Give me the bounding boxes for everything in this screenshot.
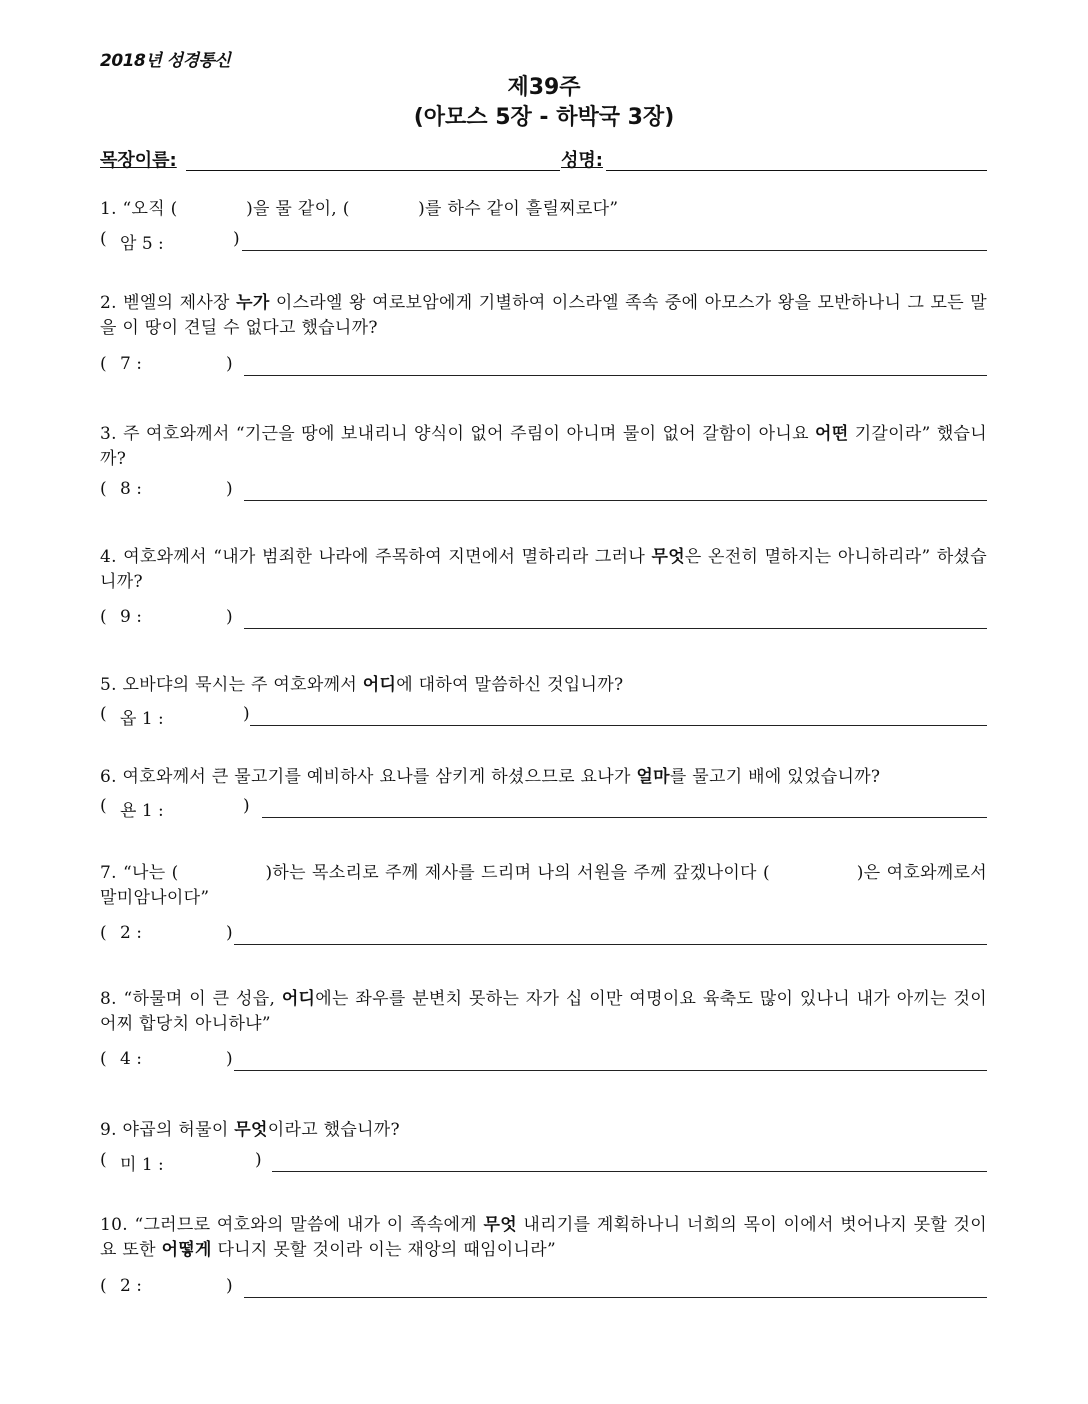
question-number: 4. (100, 547, 117, 567)
ref-book-chapter: 9 : (120, 607, 142, 627)
newsletter-label: 2018년 성경통신 (100, 51, 231, 71)
question-keyword: 무엇 (483, 1215, 517, 1235)
name-label: 성명: (561, 150, 603, 171)
answer-line[interactable] (234, 1070, 987, 1071)
question-text: 이라고 했습니까? (267, 1120, 400, 1140)
question-text: )하는 목소리로 주께 제사를 드리며 나의 서원을 주께 갚겠나이다 ( (265, 863, 770, 883)
ref-open-paren: ( (100, 354, 107, 374)
ref-close-paren: ) (243, 796, 250, 816)
question-number: 9. (100, 1120, 117, 1140)
ref-open-paren: ( (100, 229, 107, 249)
question-3 (100, 422, 987, 472)
question-number: 1. (100, 199, 117, 219)
question-keyword: 얼마 (636, 767, 670, 787)
ref-close-paren: ) (226, 479, 233, 499)
question-text: 를 물고기 배에 있었습니까? (669, 767, 881, 787)
form-header (100, 146, 987, 174)
question-text: 벧엘의 제사장 (123, 293, 237, 313)
ref-open-paren: ( (100, 479, 107, 499)
answer-row-10 (100, 1276, 987, 1302)
answer-line[interactable] (242, 250, 987, 251)
question-1 (100, 197, 987, 222)
answer-line[interactable] (272, 1171, 987, 1172)
question-number: 3. (100, 424, 117, 444)
question-text: 은 온전히 멸하지는 아니하리라” 하셨습니까? (100, 547, 987, 592)
question-text (178, 199, 246, 219)
ref-close-paren: ) (233, 229, 240, 249)
question-text: 여호와께서 “내가 범죄한 나라에 주목하여 지면에서 멸하리라 그러나 (123, 547, 652, 567)
question-number: 5. (100, 675, 117, 695)
answer-row-2 (100, 354, 987, 380)
ref-book-chapter: 8 : (120, 479, 142, 499)
ref-open-paren: ( (100, 796, 107, 816)
ref-book-chapter: 7 : (120, 354, 142, 374)
question-4 (100, 545, 987, 595)
answer-line[interactable] (250, 725, 987, 726)
question-10 (100, 1213, 987, 1263)
answer-line[interactable] (244, 628, 987, 629)
ref-book-chapter: 암 5 : (120, 234, 164, 254)
answer-row-9 (100, 1150, 987, 1176)
question-keyword: 어떤 (815, 424, 849, 444)
question-keyword: 어떻게 (161, 1240, 212, 1260)
question-keyword: 누가 (236, 293, 270, 313)
question-number: 10. (100, 1215, 128, 1235)
ref-open-paren: ( (100, 704, 107, 724)
answer-row-7 (100, 923, 987, 949)
ref-book-chapter: 욘 1 : (120, 801, 164, 821)
question-text: 다니지 못할 것이라 이는 재앙의 때임이니라” (211, 1240, 556, 1260)
page-title: 제39주 (507, 75, 581, 100)
question-keyword: 무엇 (651, 547, 685, 567)
answer-row-1 (100, 229, 987, 255)
question-8 (100, 987, 987, 1037)
answer-line[interactable] (244, 1297, 987, 1298)
question-number: 7. (100, 863, 117, 883)
ref-close-paren: ) (243, 704, 250, 724)
ref-book-chapter: 옵 1 : (120, 709, 164, 729)
question-keyword: 어디 (281, 989, 316, 1009)
page-subtitle: (아모스 5장 - 하박국 3장) (413, 105, 675, 130)
ref-close-paren: ) (226, 1276, 233, 1296)
ref-close-paren: ) (226, 923, 233, 943)
ref-open-paren: ( (100, 1049, 107, 1069)
question-text: 이스라엘 왕 여로보암에게 기별하여 이스라엘 족속 중에 아모스가 왕을 모반하나니 그 모든 말을 이 땅이 견딜 수 없다고 했습니까? (100, 293, 987, 338)
question-text: “오직 ( (122, 199, 178, 219)
answer-row-6 (100, 796, 987, 822)
question-7 (100, 861, 987, 911)
ref-book-chapter: 2 : (120, 1276, 142, 1296)
ref-close-paren: ) (226, 354, 233, 374)
question-5 (100, 673, 987, 698)
answer-line[interactable] (262, 817, 987, 818)
question-number: 2. (100, 293, 117, 313)
question-text: 에는 좌우를 분변치 못하는 자가 십 이만 여명이요 육축도 많이 있나니 내가 아끼는 것이 어찌 합당치 아니하냐” (100, 989, 987, 1034)
question-text (770, 863, 857, 883)
ref-open-paren: ( (100, 1276, 107, 1296)
question-text: 야곱의 허물이 (122, 1120, 235, 1140)
question-9 (100, 1118, 987, 1143)
question-number: 8. (100, 989, 117, 1009)
question-text: 여호와께서 큰 물고기를 예비하사 요나를 삼키게 하셨으므로 요나가 (122, 767, 637, 787)
question-text: 기갈이라” 했습니까? (100, 424, 987, 469)
answer-line[interactable] (244, 375, 987, 376)
ref-close-paren: ) (226, 1049, 233, 1069)
answer-row-5 (100, 704, 987, 730)
question-number: 6. (100, 767, 117, 787)
question-keyword: 어디 (362, 675, 397, 695)
parish-input-line[interactable] (186, 170, 560, 171)
question-text: )은 여호와께로서 말미암나이다” (100, 863, 987, 908)
ref-open-paren: ( (100, 923, 107, 943)
parish-label: 목장이름: (100, 150, 177, 171)
question-text: )을 물 같이, ( (246, 199, 350, 219)
answer-line[interactable] (234, 944, 987, 945)
ref-close-paren: ) (255, 1150, 262, 1170)
ref-close-paren: ) (226, 607, 233, 627)
ref-book-chapter: 미 1 : (120, 1155, 164, 1175)
question-text: 내리기를 계획하나니 너희의 목이 이에서 벗어나지 못할 것이요 또한 (100, 1215, 987, 1260)
question-text: )를 하수 같이 흘릴찌로다” (418, 199, 619, 219)
ref-book-chapter: 2 : (120, 923, 142, 943)
ref-open-paren: ( (100, 607, 107, 627)
answer-line[interactable] (244, 500, 987, 501)
question-text: “나는 ( (123, 863, 179, 883)
question-6 (100, 765, 987, 790)
ref-open-paren: ( (100, 1150, 107, 1170)
question-text: 에 대하여 말씀하신 것입니까? (396, 675, 624, 695)
answer-row-8 (100, 1049, 987, 1075)
answer-row-3 (100, 479, 987, 505)
question-2 (100, 291, 987, 341)
ref-book-chapter: 4 : (120, 1049, 142, 1069)
name-input-line[interactable] (606, 170, 987, 171)
question-text: 오바댜의 묵시는 주 여호와께서 (122, 675, 363, 695)
question-text (350, 199, 418, 219)
question-text: 주 여호와께서 “기근을 땅에 보내리니 양식이 없어 주림이 아니며 물이 없어 갈함이 아니요 (123, 424, 816, 444)
question-text (179, 863, 266, 883)
question-text: “하물며 이 큰 성읍, (123, 989, 282, 1009)
answer-row-4 (100, 607, 987, 633)
question-keyword: 무엇 (234, 1120, 268, 1140)
question-text: “그러므로 여호와의 말씀에 내가 이 족속에게 (134, 1215, 484, 1235)
